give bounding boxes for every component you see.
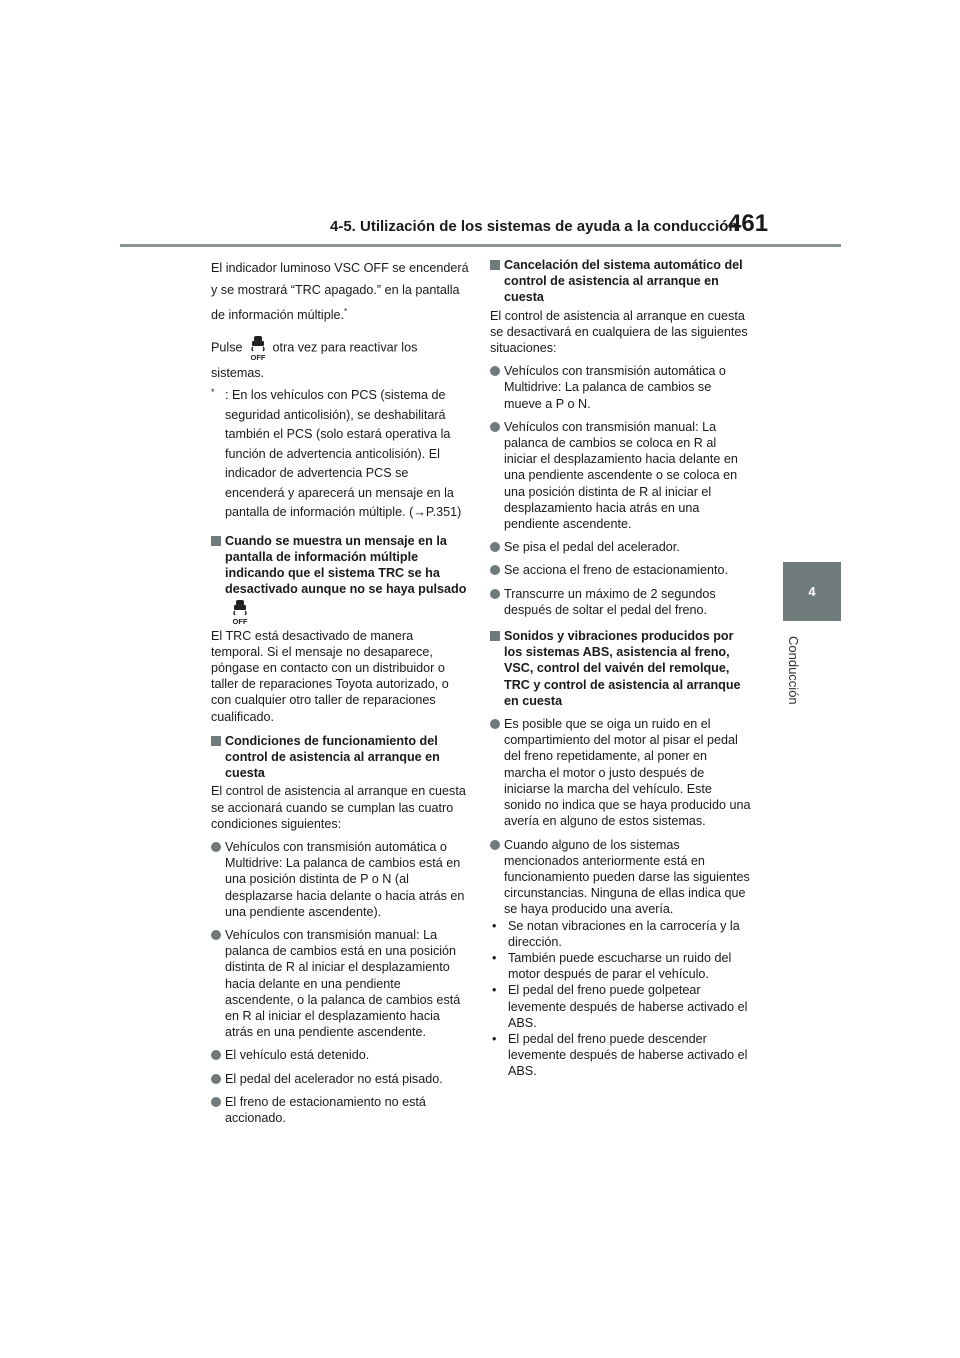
bullet-dot-icon [490,565,500,575]
footnote: * : En los vehículos con PCS (sistema de seguridad anticolisión), se deshabilitará también el PCS (solo estará operativa la función de advertencia anticolisión). El indicador de advertencia PCS se encenderá y aparecerá un mensaje en la pantalla de información múltiple. (→P.351) [211,387,462,520]
section-title: 4-5. Utilización de los sistemas de ayuda a la conducción [330,218,738,235]
page-number: 461 [728,210,769,237]
sub-list-item: • Se notan vibraciones en la carrocería y la dirección. [492,918,740,949]
bullet-dot-icon [490,589,500,599]
list-item: El vehículo está detenido. [211,1047,469,1063]
bullet-dot-icon [211,1097,221,1107]
heading-trc-message: Cuando se muestra un mensaje en la pantalla de información múltiple indicando que el sistema TRC se ha desactivado aunque no se haya pulsado [211,533,469,626]
bullet-dot-icon [211,1074,221,1084]
sub-list-item: • El pedal del freno puede golpetear levemente después de haberse activado el ABS. [492,983,748,1030]
heading-square-icon [490,260,500,270]
list-item: Vehículos con transmisión automática o Multidrive: La palanca de cambios está en una posición distinta de P o N (al desplazarse hacia delante o hacia atrás en una pendiente ascendente). [211,839,469,920]
heading-square-icon [211,736,221,746]
sub-list-item: • El pedal del freno puede descender levemente después de haberse activado el ABS. [492,1031,748,1079]
hill-start-paragraph: El control de asistencia al arranque en cuesta se accionará cuando se cumplan las cuatro condiciones siguientes: [211,784,466,831]
bullet-dot-icon [490,542,500,552]
intro-paragraph: El indicador luminoso VSC OFF se encenderá y se mostrará “TRC apagado.” en la pantalla de información múltiple.* [211,261,469,323]
bullet-dot-icon [490,366,500,376]
sub-list-item: • También puede escucharse un ruido del motor después de parar el vehículo. [492,950,732,982]
trc-off-icon [247,334,269,362]
chapter-label: Conducción [786,636,801,705]
list-item: Vehículos con transmisión manual: La palanca de cambios se coloca en R al iniciar el desplazamiento hacia delante en una pendiente ascendente o se coloca en una posición distinta de R al iniciar el desplazamiento hacia atrás en una pendiente ascendente. [490,419,752,532]
list-item: Cuando alguno de los sistemas mencionados anteriormente está en funcionamiento pueden darse las siguientes circunstancias. Ninguna de ellas indica que se haya producido una avería. [490,837,752,918]
bullet-dot-icon [490,840,500,850]
list-item: Transcurre un máximo de 2 segundos después de soltar el pedal del freno. [490,586,752,618]
heading-square-icon [490,631,500,641]
list-item: Se acciona el freno de estacionamiento. [490,562,752,578]
list-item: El pedal del acelerador no está pisado. [211,1071,469,1087]
bullet-dot-icon [490,422,500,432]
bullet-dot-icon [211,930,221,940]
cancellation-paragraph: El control de asistencia al arranque en cuesta se desactivará en cualquiera de las siguientes situaciones: [490,308,748,356]
bullet-dot-icon [490,719,500,729]
list-item: Vehículos con transmisión automática o Multidrive: La palanca de cambios se mueve a P o N. [490,363,752,412]
list-item: Es posible que se oiga un ruido en el compartimiento del motor al pisar el pedal del freno repetidamente, al poner en marcha el motor o justo después de iniciarse la marcha del vehículo. Este sonido no indica que se haya producido una avería en alguno de estos sistemas. [490,716,752,829]
left-column [211,257,469,1126]
right-column [490,257,752,1080]
press-instruction: Pulse otra vez para reactivar los sistemas. [211,334,469,384]
bullet-dot-icon [211,1050,221,1060]
list-item: El freno de estacionamiento no está accionado. [211,1094,469,1126]
bullet-dot-icon [211,842,221,852]
heading-square-icon [211,536,221,546]
list-item: Se pisa el pedal del acelerador. [490,539,752,555]
heading-hill-start-conditions: Condiciones de funcionamiento del control de asistencia al arranque en cuesta [211,733,469,782]
heading-sounds-vibrations: Sonidos y vibraciones producidos por los sistemas ABS, asistencia al freno, VSC, control del vaivén del remolque, TRC y control de asistencia al arranque en cuesta [490,628,752,709]
trc-off-icon [229,598,251,626]
list-item: Vehículos con transmisión manual: La palanca de cambios está en una posición distinta de R al iniciar el desplazamiento hacia delante en una pendiente ascendente, o la palanca de cambios está en R al iniciar el desplazamiento hacia atrás en una pendiente ascendente. [211,927,469,1040]
chapter-tab[interactable]: 4 [783,562,841,621]
header-rule [120,244,841,247]
trc-message-paragraph: El TRC está desactivado de manera temporal. Si el mensaje no desaparece, póngase en contacto con un distribuidor o taller de reparaciones Toyota autorizado, o con cualquier otro taller de reparaciones cualificado. [211,628,449,724]
heading-cancellation: Cancelación del sistema automático del control de asistencia al arranque en cuesta [490,257,752,306]
